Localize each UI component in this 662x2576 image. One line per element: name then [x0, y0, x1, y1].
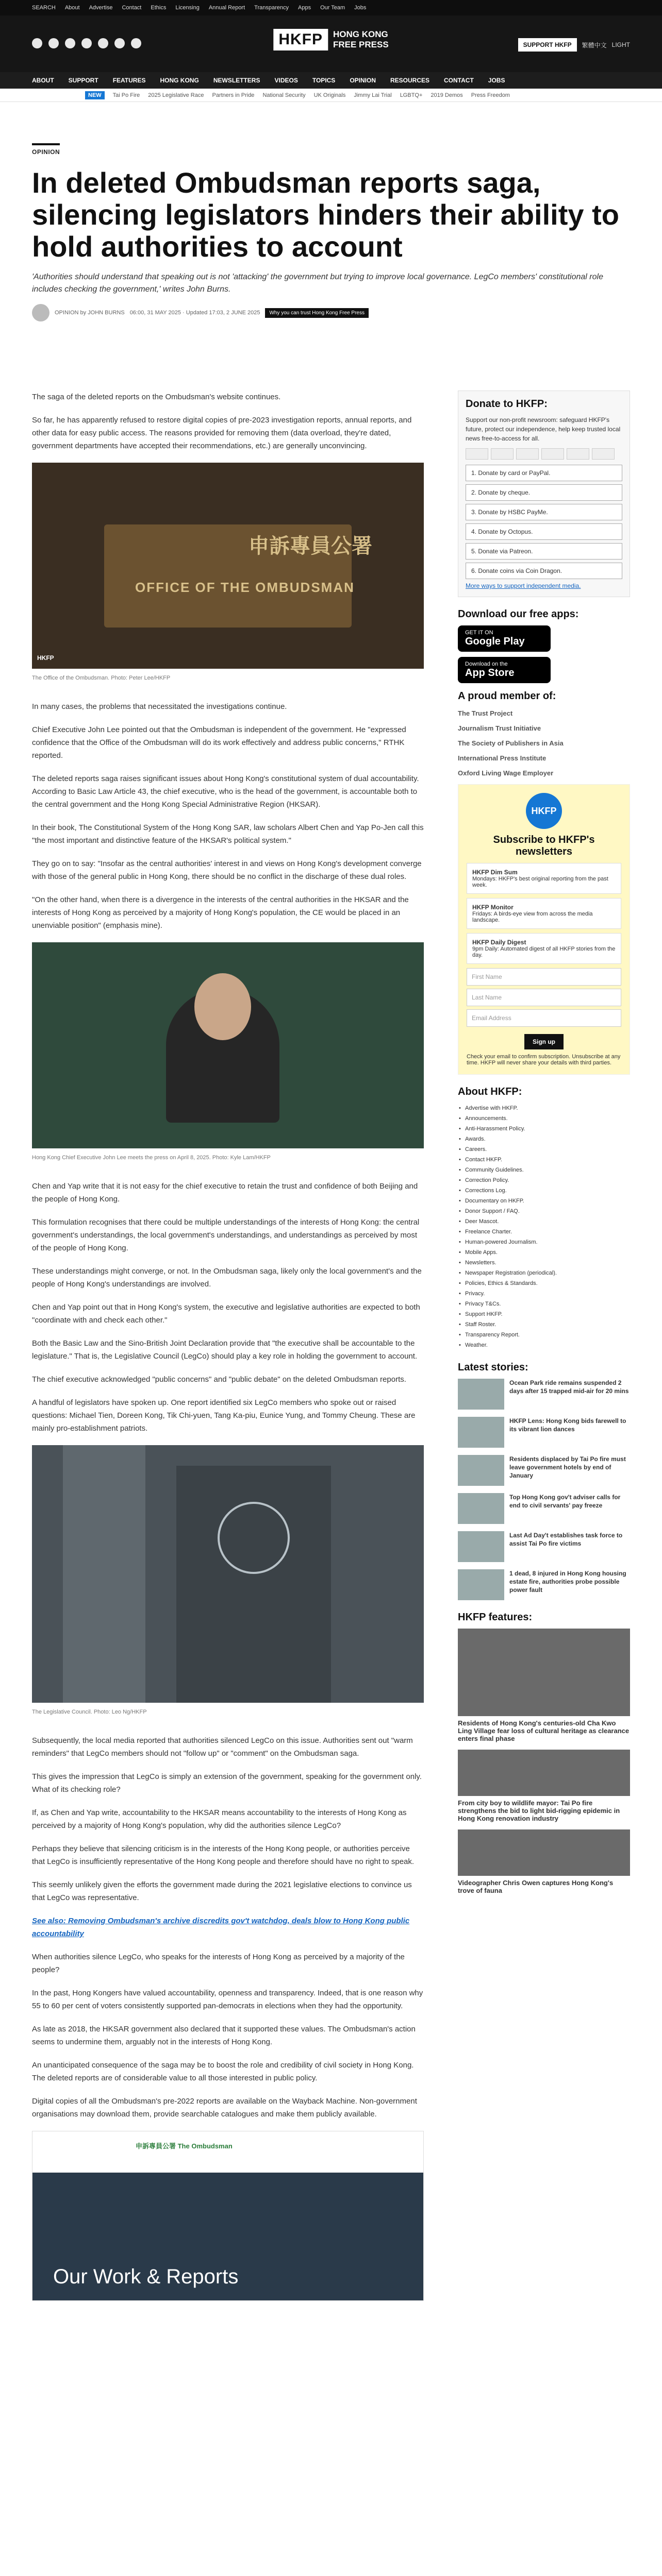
paragraph: "On the other hand, when there is a divergence in the interests of the central authorities in the HKSAR and the interests of Hong Kong as perceived by a majority of Hong Kong's population, the CE would be placed in an unenviable position" (emphasis mine).: [32, 895, 409, 930]
trend-item[interactable]: UK Originals: [313, 92, 346, 98]
figure-ombudsman-website: [32, 2131, 424, 2301]
gplay-small: GET IT ON: [465, 630, 493, 636]
figure-caption: The Office of the Ombudsman. Photo: Peter Lee/HKFP: [32, 675, 171, 681]
paragraph: The deleted reports saga raises significant issues about Hong Kong's constitutional system of dual accountability. According to Basic Law Article 43, the chief executive, who is the head of the government, is accountable both to the central government and the Hong Kong Special Administrative Region (HKSAR).: [32, 774, 419, 809]
support-button[interactable]: SUPPORT HKFP: [518, 38, 577, 52]
author-name[interactable]: OPINION by JOHN BURNS: [55, 310, 125, 316]
article-title: In deleted Ombudsman reports saga, silencing legislators hinders their ability to hold authorities to account: [32, 166, 619, 263]
about-link[interactable]: • Documentary on HKFP.: [458, 1196, 630, 1206]
trend-item[interactable]: Partners in Pride: [212, 92, 255, 98]
features-box: [458, 1612, 630, 1894]
about-link[interactable]: • Privacy.: [458, 1289, 630, 1299]
first-name-field[interactable]: First Name: [467, 968, 621, 986]
donate-option[interactable]: 2. Donate by cheque.: [466, 484, 622, 501]
paragraph: Chen and Yap point out that in Hong Kong's system, the executive and legislative authorities are expected to both "coordinate with and check each other.": [32, 1303, 420, 1325]
site-header: [0, 15, 662, 72]
article-lead: 'Authorities should understand that speaking out is not 'attacking' the government but trying to improve local governance. LegCo members' constitutional role includes checking the government,' writes John Burns.: [32, 273, 603, 294]
topbar-transparency[interactable]: Transparency: [254, 5, 289, 11]
about-link[interactable]: • Awards.: [458, 1134, 630, 1144]
subscribe-note: Check your email to confirm subscription. Unsubscribe at any time. HKFP will never share your details with third parties.: [467, 1054, 621, 1066]
author-avatar: [32, 304, 49, 321]
article-body: [32, 391, 424, 2316]
about-link[interactable]: • Community Guidelines.: [458, 1165, 630, 1175]
feature-item[interactable]: [458, 1829, 630, 1894]
donate-option[interactable]: 4. Donate by Octopus.: [466, 523, 622, 540]
newsletter-name: HKFP Dim Sum: [472, 869, 518, 876]
paragraph: This gives the impression that LegCo is simply an extension of the government, speaking for the government only. What of its checking role?: [32, 1772, 422, 1794]
theme-toggle[interactable]: LIGHT: [611, 41, 630, 48]
feature-headline: Videographer Chris Owen captures Hong Kong's trove of fauna: [458, 1879, 614, 1894]
figure-caption: Hong Kong Chief Executive John Lee meets the press on April 8, 2025. Photo: Kyle Lam/HKFP: [32, 1155, 271, 1161]
about-link[interactable]: • Freelance Charter.: [458, 1227, 630, 1237]
nav-resources[interactable]: RESOURCES: [390, 77, 429, 84]
nav-hong-kong[interactable]: HONG KONG: [160, 77, 199, 84]
latest-stories: [458, 1362, 630, 1600]
photo-legco-building: [32, 1445, 424, 1703]
story-item[interactable]: [458, 1379, 630, 1410]
member-living-wage[interactable]: Oxford Living Wage Employer: [458, 769, 554, 777]
paragraph: If, as Chen and Yap write, accountability to the HKSAR means accountability to the interests of Hong Kong as perceived by a majority of Hong Kong's population, why did the authorities silence LegCo?: [32, 1808, 407, 1830]
trend-item[interactable]: Tai Po Fire: [112, 92, 140, 98]
trend-item[interactable]: LGBTQ+: [400, 92, 423, 98]
newsletter-desc: 9pm Daily: Automated digest of all HKFP stories from the day.: [472, 946, 616, 958]
new-badge: NEW: [85, 91, 105, 99]
sidebar: [458, 391, 630, 1902]
face-shape: [194, 973, 251, 1040]
photo-john-lee: [32, 942, 424, 1148]
trending-bar: [0, 89, 662, 102]
site-banner-text: Our Work & Reports: [53, 2265, 239, 2288]
hkfp-badge: HKFP: [526, 793, 562, 829]
about-link[interactable]: • Newsletters.: [458, 1258, 630, 1268]
photo-ombudsman-sign: [32, 463, 424, 669]
feature-item[interactable]: [458, 1750, 630, 1822]
payment-icons: [466, 448, 622, 460]
story-headline: Last Ad Day't establishes task force to assist Tai Po fire victims: [509, 1532, 623, 1547]
publish-date: 06:00, 31 MAY 2025 · Updated 17:03, 2 JUNE 2025: [129, 310, 260, 316]
newsletter-box: [458, 784, 630, 1075]
topbar-apps[interactable]: Apps: [298, 5, 311, 11]
top-utility-bar: [0, 0, 662, 15]
about-link[interactable]: • Anti-Harassment Policy.: [458, 1124, 630, 1134]
about-link[interactable]: • Deer Mascot.: [458, 1216, 630, 1227]
payme-icon: [541, 448, 564, 460]
topbar-search[interactable]: SEARCH: [32, 5, 56, 11]
nav-contact[interactable]: CONTACT: [444, 77, 474, 84]
about-link[interactable]: • Corrections Log.: [458, 1185, 630, 1196]
about-link[interactable]: • Announcements.: [458, 1113, 630, 1124]
main-nav: [0, 72, 662, 89]
about-link[interactable]: • Contact HKFP.: [458, 1155, 630, 1165]
email-field[interactable]: Email Address: [467, 1009, 621, 1027]
topbar-ethics[interactable]: Ethics: [151, 5, 167, 11]
newsletter-name: HKFP Daily Digest: [472, 939, 526, 946]
logo-mark: HKFP: [273, 29, 328, 50]
paragraph: A handful of legislators have spoken up. One report identified six LegCo members who spoke out or raised questions: Michael Tien, Doreen Kong, Tik Chi-yuen, Tang Ka-piu, Eunice Yung, and Tommy Cheung. These are mainly pro-establishment patriots.: [32, 1398, 416, 1433]
donate-text: Support our non-profit newsroom: safeguard HKFP's future, protect our independence, help keep trusted local news free-to-access for all.: [466, 416, 621, 442]
paragraph: When authorities silence LegCo, who speaks for the interests of Hong Kong as perceived by a majority of the people?: [32, 1953, 405, 1974]
about-link[interactable]: • Careers.: [458, 1144, 630, 1155]
about-title: About HKFP:: [458, 1086, 522, 1097]
about-link[interactable]: • Correction Policy.: [458, 1175, 630, 1185]
about-link[interactable]: • Human-powered Journalism.: [458, 1237, 630, 1247]
story-headline: HKFP Lens: Hong Kong bids farewell to its vibrant lion dances: [509, 1417, 626, 1433]
figure-ombudsman-office: [32, 463, 424, 685]
about-link[interactable]: • Transparency Report.: [458, 1330, 630, 1340]
member-sopa[interactable]: The Society of Publishers in Asia: [458, 739, 564, 747]
language-link[interactable]: 繁體中文: [582, 41, 607, 49]
trend-item[interactable]: 2025 Legislative Race: [148, 92, 204, 98]
about-link[interactable]: • Staff Roster.: [458, 1319, 630, 1330]
trust-link[interactable]: Why you can trust Hong Kong Free Press: [265, 308, 369, 318]
story-item[interactable]: [458, 1531, 630, 1562]
feature-item[interactable]: [458, 1629, 630, 1742]
donate-option[interactable]: 3. Donate by HSBC PayMe.: [466, 504, 622, 520]
x-icon[interactable]: [48, 38, 59, 48]
last-name-field[interactable]: Last Name: [467, 989, 621, 1006]
about-link[interactable]: • Privacy T&Cs.: [458, 1299, 630, 1309]
figure-john-lee: [32, 942, 424, 1164]
paragraph: Chief Executive John Lee pointed out that the Ombudsman is independent of the government. He "expressed confidence that the Office of the Ombudsman will do its work effectively and address public concerns," RTHK reported.: [32, 725, 406, 760]
octopus-icon: [592, 448, 615, 460]
donate-option[interactable]: 1. Donate by card or PayPal.: [466, 465, 622, 481]
paragraph: In many cases, the problems that necessitated the investigations continue.: [32, 702, 287, 711]
nav-support[interactable]: SUPPORT: [68, 77, 98, 84]
feature-thumbnail: [458, 1629, 630, 1716]
about-links: [458, 1103, 630, 1350]
paragraph: Chen and Yap write that it is not easy for the chief executive to retain the trust and confidence of both Beijing and the people of Hong Kong.: [32, 1182, 418, 1204]
story-item[interactable]: [458, 1417, 630, 1448]
category-label[interactable]: OPINION: [32, 143, 60, 156]
topbar-contact[interactable]: Contact: [122, 5, 142, 11]
paragraph: An unanticipated consequence of the saga may be to boost the role and credibility of civil society in Hong Kong. The deleted reports are of considerable value to all those interested in public policy.: [32, 2061, 414, 2082]
logo-text: [333, 29, 389, 50]
screenshot-ombudsman-site: [32, 2131, 424, 2301]
appstore-small: Download on the: [465, 661, 508, 667]
nav-videos[interactable]: VIDEOS: [274, 77, 298, 84]
threads-icon[interactable]: [131, 38, 141, 48]
emblem-circle: [218, 1502, 290, 1574]
site-name: 申訴專員公署 The Ombudsman: [136, 2142, 233, 2150]
donate-option[interactable]: 5. Donate via Patreon.: [466, 543, 622, 560]
story-headline: Ocean Park ride remains suspended 2 days after 15 trapped mid-air for 20 mins: [509, 1379, 629, 1395]
newsletter-name: HKFP Monitor: [472, 904, 514, 911]
nav-about[interactable]: ABOUT: [32, 77, 54, 84]
topbar-annual-report[interactable]: Annual Report: [208, 5, 245, 11]
story-thumbnail: [458, 1417, 504, 1448]
story-thumbnail: [458, 1379, 504, 1410]
about-link[interactable]: • Policies, Ethics & Standards.: [458, 1278, 630, 1289]
story-item[interactable]: [458, 1455, 630, 1486]
paragraph: In their book, The Constitutional System of the Hong Kong SAR, law scholars Albert Chen and Yap Po-Jen call this "the most important and distinctive feature of the HKSAR's political system.": [32, 823, 424, 845]
photo-watermark: HKFP: [37, 654, 54, 662]
feature-headline: Residents of Hong Kong's centuries-old Cha Kwo Ling Village fear loss of cultural heritage as clearance enters final phase: [458, 1719, 630, 1742]
amex-icon: [516, 448, 539, 460]
gplay-label: Google Play: [465, 636, 525, 647]
logo-line2: FREE PRESS: [333, 40, 389, 49]
figure-legco: [32, 1445, 424, 1719]
paragraph: This seemly unlikely given the efforts the government made during the 2021 legislative elections to convince us that LegCo was representative.: [32, 1880, 412, 1902]
topbar-our-team[interactable]: Our Team: [320, 5, 345, 11]
about-link[interactable]: • Newspaper Registration (periodical).: [458, 1268, 630, 1278]
article-header: [32, 143, 630, 321]
newsletter-option[interactable]: [467, 898, 621, 929]
member-jti[interactable]: Journalism Trust Initiative: [458, 724, 541, 732]
topbar-advertise[interactable]: Advertise: [89, 5, 113, 11]
see-also-link[interactable]: See also: Removing Ombudsman's archive discredits gov't watchdog, deals blow to Hong Kong public accountability: [32, 1917, 410, 1938]
byline: [32, 304, 630, 321]
paragraph: Digital copies of all the Ombudsman's pre-2022 reports are available on the Wayback Machine. Non-government organisations may download them, provide searchable catalogues and make them publicly available.: [32, 2097, 417, 2119]
newsletter-option[interactable]: [467, 863, 621, 894]
social-links: [32, 38, 141, 48]
about-box: [458, 1086, 630, 1350]
donate-option[interactable]: 6. Donate coins via Coin Dragon.: [466, 563, 622, 579]
nav-jobs[interactable]: JOBS: [488, 77, 505, 84]
about-link[interactable]: • Donor Support / FAQ.: [458, 1206, 630, 1216]
sign-chinese: 申訴專員公署: [249, 535, 372, 557]
apps-title: Download our free apps:: [458, 608, 579, 620]
topbar-jobs[interactable]: Jobs: [354, 5, 367, 11]
building-column: [63, 1445, 145, 1703]
paragraph: These understandings might converge, or not. In the Ombudsman saga, likely only the local government's and the people of Hong Kong's understandings are involved.: [32, 1267, 422, 1289]
newsletter-desc: Fridays: A birds-eye view from across the media landscape.: [472, 911, 593, 923]
story-thumbnail: [458, 1531, 504, 1562]
trend-item[interactable]: 2019 Demos: [431, 92, 463, 98]
nav-opinion[interactable]: OPINION: [350, 77, 376, 84]
donate-title: Donate to HKFP:: [466, 398, 548, 410]
story-headline: Top Hong Kong gov't adviser calls for end to civil servants' pay freeze: [509, 1494, 621, 1509]
paypal-icon: [567, 448, 589, 460]
google-play-badge[interactable]: [458, 625, 551, 652]
member-trust-project[interactable]: The Trust Project: [458, 709, 513, 717]
sign-english: OFFICE OF THE OMBUDSMAN: [135, 580, 355, 595]
topbar-licensing[interactable]: Licensing: [175, 5, 200, 11]
linkedin-icon[interactable]: [98, 38, 108, 48]
newsletter-option[interactable]: [467, 933, 621, 964]
paragraph: Perhaps they believe that silencing criticism is in the interests of the Hong Kong people, or authorities perceive that LegCo is insufficiently representative of the Hong Kong people and therefore should have no right to speak.: [32, 1844, 415, 1866]
header-actions: [518, 38, 630, 52]
feature-thumbnail: [458, 1750, 630, 1796]
logo-line1: HONG KONG: [333, 29, 388, 39]
figure-caption: The Legislative Council. Photo: Leo Ng/HKFP: [32, 1709, 147, 1715]
trend-item[interactable]: Jimmy Lai Trial: [354, 92, 392, 98]
nav-topics[interactable]: TOPICS: [312, 77, 336, 84]
youtube-icon[interactable]: [81, 38, 92, 48]
visa-icon: [491, 448, 514, 460]
paragraph: Subsequently, the local media reported that authorities silenced LegCo on this issue. Authorities sent out "warm reminders" that LegCo members should not "follow up" or "comment" on the Ombudsman saga.: [32, 1736, 413, 1758]
building-facade: [176, 1466, 331, 1703]
donate-box: [458, 391, 630, 597]
feature-headline: From city boy to wildlife mayor: Tai Po fire strengthens the bid to light bid-rigging epidemic in Hong Kong renovation industry: [458, 1799, 620, 1822]
appstore-label: App Store: [465, 667, 515, 679]
facebook-icon[interactable]: [32, 38, 42, 48]
topbar-about[interactable]: About: [64, 5, 80, 11]
newsletter-desc: Mondays: HKFP's best original reporting from the past week.: [472, 876, 608, 888]
story-thumbnail: [458, 1493, 504, 1524]
story-thumbnail: [458, 1569, 504, 1600]
feature-thumbnail: [458, 1829, 630, 1876]
paragraph: So far, he has apparently refused to restore digital copies of pre-2023 investigation reports, annual reports, and other data for easy public access. The reasons provided for removing them (data overload, they're dated, government departments have accepted their recommendations, etc.) are generally unconvincing.: [32, 416, 412, 450]
paragraph: The chief executive acknowledged "public concerns" and "public debate" on the deleted Ombudsman reports.: [32, 1375, 406, 1384]
features-title: HKFP features:: [458, 1612, 533, 1623]
newsletter-title: Subscribe to HKFP's newsletters: [493, 834, 595, 857]
signup-button[interactable]: Sign up: [524, 1034, 564, 1049]
site-logo[interactable]: [273, 29, 388, 50]
trend-item[interactable]: National Security: [262, 92, 306, 98]
story-headline: 1 dead, 8 injured in Hong Kong housing estate fire, authorities probe possible power fault: [509, 1570, 626, 1594]
instagram-icon[interactable]: [65, 38, 75, 48]
story-item[interactable]: [458, 1493, 630, 1524]
about-link[interactable]: • Mobile Apps.: [458, 1247, 630, 1258]
paragraph: In the past, Hong Kongers have valued accountability, openness and transparency. Indeed, that is one reason why 55 to 60 per cent of voters consistently supported pan-democrats in elections when they had the opportunity.: [32, 1989, 423, 2010]
more-ways-link[interactable]: More ways to support independent media.: [466, 582, 581, 589]
story-headline: Residents displaced by Tai Po fire must leave government hotels by end of January: [509, 1455, 626, 1479]
about-link[interactable]: • Advertise with HKFP.: [458, 1103, 630, 1113]
latest-title: Latest stories:: [458, 1362, 528, 1373]
nav-newsletters[interactable]: NEWSLETTERS: [213, 77, 260, 84]
story-thumbnail: [458, 1455, 504, 1486]
paragraph: They go on to say: "Insofar as the central authorities' interest in and views on Hong Kong's development converge with those of the general public in Hong Kong, there should be no conflict in the discharge of these dual roles.: [32, 859, 422, 881]
app-store-badge[interactable]: [458, 657, 551, 683]
paragraph: The saga of the deleted reports on the Ombudsman's website continues.: [32, 393, 281, 401]
trend-item[interactable]: Press Freedom: [471, 92, 510, 98]
paragraph: Both the Basic Law and the Sino-British Joint Declaration provide that "the executive shall be accountable to the legislature." That is, the Legislative Council (LegCo) should play a key role in holding the government to account.: [32, 1339, 418, 1361]
paragraph: This formulation recognises that there could be multiple understandings of the interests of Hong Kong: the central government's understandings, the local government's understandings, and understandings as perceived by most of the people of Hong Kong.: [32, 1218, 420, 1252]
member-ipi[interactable]: International Press Institute: [458, 754, 547, 762]
story-item[interactable]: [458, 1569, 630, 1600]
mastercard-icon: [466, 448, 488, 460]
member-title: A proud member of:: [458, 690, 556, 702]
about-link[interactable]: • Weather.: [458, 1340, 630, 1350]
paragraph: As late as 2018, the HKSAR government also declared that it supported these values. The Ombudsman's action seems to undermine them, arguably not in the interests of Hong Kong.: [32, 2025, 416, 2046]
nav-features[interactable]: FEATURES: [112, 77, 146, 84]
telegram-icon[interactable]: [114, 38, 125, 48]
about-link[interactable]: • Support HKFP.: [458, 1309, 630, 1319]
